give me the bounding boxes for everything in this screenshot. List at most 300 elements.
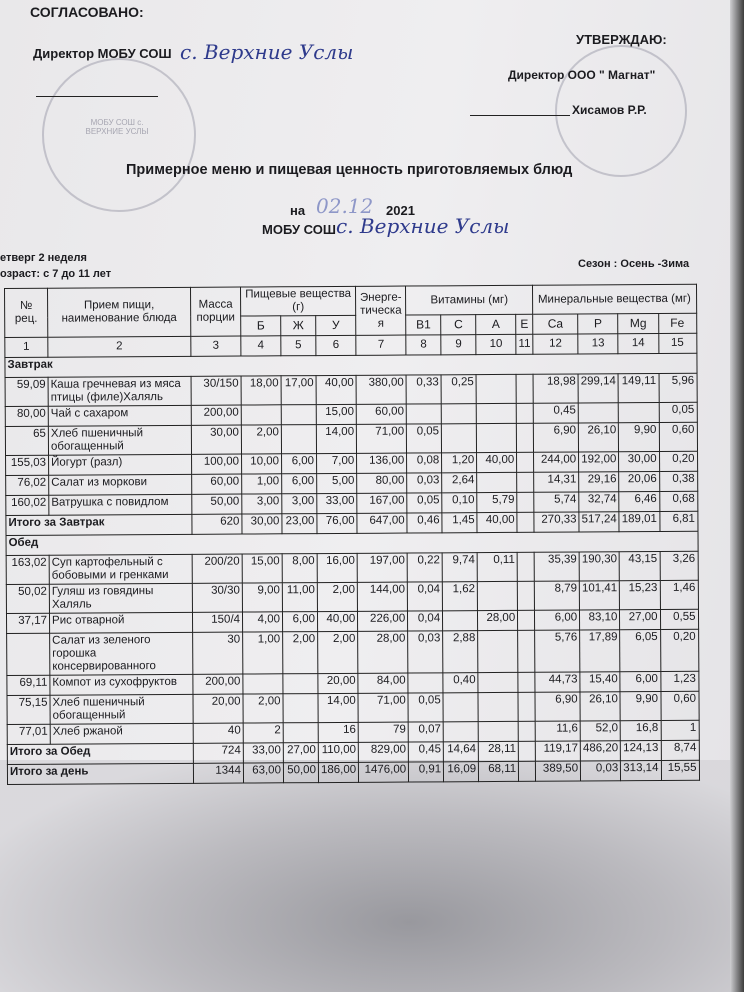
cell-value: 20,06: [619, 472, 659, 492]
cell-value: 167,00: [357, 493, 407, 513]
cell-value: 226,00: [358, 611, 408, 631]
table-row: [7, 629, 699, 675]
cell-value: 16,00: [317, 553, 357, 582]
cell-value: 2,64: [442, 473, 477, 493]
cell-value: [443, 722, 478, 742]
header-nutrients: Пищевые вещества (г): [240, 286, 355, 316]
cell-value: 190,30: [579, 552, 619, 581]
cell-value: [443, 693, 478, 722]
cell-value: 0,60: [660, 691, 698, 720]
cell-value: 52,0: [580, 721, 620, 741]
cell-value: 6,00: [282, 474, 317, 494]
cell-value: 40,00: [317, 611, 357, 631]
cell-value: 76,02: [6, 475, 49, 495]
age-label: озраст: с 7 до 11 лет: [0, 268, 112, 280]
photo-edge: [730, 0, 744, 992]
total-value: 23,00: [282, 514, 317, 534]
approved-position: Директор ООО " Магнат": [508, 68, 656, 82]
cell-value: [517, 423, 534, 452]
cell-value: 244,00: [534, 452, 579, 472]
header-sub-8: P: [578, 314, 618, 334]
column-number: 4: [241, 336, 281, 356]
dish-name: Йогурт (разл): [49, 454, 192, 475]
cell-value: 44,73: [535, 672, 580, 692]
cell-value: 32,74: [579, 492, 619, 512]
cell-value: 160,02: [6, 495, 49, 515]
cell-value: 8,79: [534, 581, 579, 610]
cell-value: 0,45: [533, 403, 578, 423]
table-row: [6, 580, 698, 613]
cell-value: 5,74: [534, 492, 579, 512]
signature-line-left: [36, 96, 158, 97]
cell-value: 35,39: [534, 552, 579, 581]
cell-value: 2,00: [283, 632, 318, 674]
school-label: МОБУ СОШ: [262, 222, 336, 237]
column-number: 2: [48, 336, 191, 357]
day-total-label: Итого за день: [7, 763, 193, 784]
dish-name: Чай с сахаром: [48, 405, 191, 426]
cell-value: 1,00: [243, 632, 283, 674]
cell-value: 17,89: [580, 630, 620, 672]
cell-value: [619, 403, 659, 423]
cell-value: [518, 692, 535, 721]
cell-value: [442, 424, 477, 453]
cell-value: 0,68: [659, 491, 697, 511]
cell-value: 26,10: [580, 692, 620, 721]
cell-value: 0,05: [408, 693, 443, 722]
cell-value: 65: [5, 426, 48, 455]
cell-value: [283, 694, 318, 723]
cell-value: 50,02: [6, 584, 49, 613]
cell-value: 16: [318, 722, 358, 742]
cell-value: [476, 403, 516, 423]
header-recipe-number: № рец.: [5, 288, 48, 337]
cell-value: [283, 723, 318, 743]
cell-value: 0,55: [660, 609, 698, 629]
cell-value: [518, 672, 535, 692]
total-value: 0,03: [581, 761, 621, 781]
agreed-position: Директор МОБУ СОШ: [33, 46, 172, 61]
cell-value: [477, 472, 517, 492]
cell-value: [518, 610, 535, 630]
cell-value: [478, 672, 518, 692]
cell-value: 0,22: [407, 553, 442, 582]
school-handwritten: с. Верхние Услы: [336, 214, 510, 238]
cell-value: 43,15: [619, 551, 659, 580]
total-value: 28,11: [478, 741, 518, 761]
cell-value: 6,00: [282, 612, 317, 632]
total-value: 30,00: [242, 514, 282, 534]
cell-value: 10,00: [242, 454, 282, 474]
header-sub-7: Ca: [533, 314, 578, 334]
column-number: 6: [316, 335, 356, 355]
header-vitamins: Витамины (мг): [406, 285, 533, 315]
lunch-total-label: Итого за Обед: [7, 743, 193, 764]
total-value: 119,17: [535, 741, 580, 761]
cell-value: 20,00: [318, 673, 358, 693]
cell-value: [281, 405, 316, 425]
cell-value: 28,00: [358, 631, 408, 673]
dish-name: Ватрушка с повидлом: [49, 494, 192, 515]
cell-value: 136,00: [357, 453, 407, 473]
cell-value: 75,15: [7, 695, 50, 724]
cell-value: 8,00: [282, 554, 317, 583]
cell-value: 5,79: [477, 492, 517, 512]
table-row: [7, 691, 699, 724]
cell-value: [478, 630, 518, 672]
section-breakfast-label: Завтрак: [5, 353, 697, 377]
approved-label: УТВЕРЖДАЮ:: [576, 32, 667, 47]
total-value: 16,09: [444, 762, 479, 782]
cell-value: [518, 630, 535, 672]
cell-value: 144,00: [357, 582, 407, 611]
cell-value: 28,00: [478, 610, 518, 630]
total-value: 68,11: [479, 761, 519, 781]
dish-name: Компот из сухофруктов: [50, 674, 193, 695]
total-value: 27,00: [283, 743, 318, 763]
cell-value: 5,00: [317, 473, 357, 493]
total-value: 0,45: [408, 742, 443, 762]
dish-name: Салат из зеленого горошка консервированного: [50, 632, 193, 675]
cell-value: 20,00: [193, 694, 243, 723]
column-number: 12: [533, 334, 578, 354]
cell-value: 0,40: [443, 673, 478, 693]
total-value: 63,00: [243, 763, 283, 783]
photo-shadow: [0, 760, 744, 992]
menu-table: [4, 284, 700, 785]
cell-value: 149,11: [618, 374, 658, 403]
cell-value: [478, 692, 518, 721]
cell-value: 3,00: [242, 494, 282, 514]
cell-value: 37,17: [6, 613, 49, 633]
cell-value: 380,00: [356, 375, 406, 404]
total-value: 389,50: [536, 761, 581, 781]
cell-value: 83,10: [580, 610, 620, 630]
cell-value: 3,00: [282, 494, 317, 514]
dish-name: Рис отварной: [49, 612, 192, 633]
cell-value: 0,05: [407, 493, 442, 513]
total-value: [517, 512, 534, 532]
total-value: 620: [192, 514, 242, 534]
cell-value: 11,6: [535, 721, 580, 741]
cell-value: 155,03: [6, 455, 49, 475]
cell-value: 14,00: [316, 424, 356, 453]
column-number: 5: [281, 336, 316, 356]
cell-value: 6,90: [535, 692, 580, 721]
dish-name: Хлеб пшеничный обогащенный: [48, 425, 191, 455]
header-sub-6: Е: [516, 314, 533, 334]
cell-value: 6,90: [533, 423, 578, 452]
cell-value: 299,14: [578, 374, 618, 403]
total-value: 0,46: [407, 513, 442, 533]
header-sub-1: Ж: [281, 316, 316, 336]
cell-value: 16,8: [620, 720, 660, 740]
total-value: 40,00: [477, 512, 517, 532]
cell-value: 150/4: [192, 612, 242, 632]
cell-value: [578, 403, 618, 423]
total-value: 647,00: [357, 513, 407, 533]
cell-value: 0,05: [659, 402, 697, 422]
cell-value: 33,00: [317, 493, 357, 513]
cell-value: [441, 404, 476, 424]
cell-value: 0,11: [477, 552, 517, 581]
dish-name: Суп картофельный с бобовыми и гренками: [49, 554, 192, 584]
cell-value: 6,05: [620, 629, 660, 671]
cell-value: 30,00: [619, 452, 659, 472]
cell-value: 0,04: [407, 582, 442, 611]
column-number: 7: [356, 335, 406, 355]
cell-value: 2,00: [241, 425, 281, 454]
header-sub-10: Fe: [658, 313, 696, 333]
cell-value: 6,00: [282, 454, 317, 474]
total-value: 14,64: [443, 742, 478, 762]
cell-value: 9,90: [619, 423, 659, 452]
cell-value: 15,23: [620, 580, 660, 609]
cell-value: 197,00: [357, 553, 407, 582]
cell-value: 26,10: [578, 423, 618, 452]
cell-value: 2,00: [243, 694, 283, 723]
cell-value: 1,20: [442, 453, 477, 473]
cell-value: 5,96: [659, 373, 697, 402]
cell-value: [477, 423, 517, 452]
cell-value: 200,00: [193, 674, 243, 694]
cell-value: [478, 721, 518, 741]
cell-value: 40: [193, 723, 243, 743]
cell-value: [516, 403, 533, 423]
agreed-handwritten: с. Верхние Услы: [180, 40, 354, 64]
cell-value: [281, 425, 316, 454]
cell-value: 0,05: [407, 424, 442, 453]
breakfast-total-label: Итого за Завтрак: [6, 514, 192, 535]
cell-value: 0,04: [408, 611, 443, 631]
day-label: етверг 2 неделя: [0, 252, 87, 264]
cell-value: 3,26: [660, 551, 698, 580]
cell-value: 200,00: [191, 405, 241, 425]
date-handwritten: 02.12: [316, 194, 374, 218]
cell-value: [476, 374, 516, 403]
cell-value: 14,00: [318, 693, 358, 722]
table-row: [5, 422, 697, 455]
cell-value: 6,00: [535, 610, 580, 630]
signature-line-right: [470, 115, 570, 116]
header-dish-name: Прием пищи, наименование блюда: [48, 287, 191, 337]
cell-value: 80,00: [357, 473, 407, 493]
cell-value: [477, 581, 517, 610]
date-prefix: на: [290, 203, 306, 218]
cell-value: 11,00: [282, 583, 317, 612]
cell-value: [517, 492, 534, 512]
total-value: 15,55: [661, 760, 699, 780]
column-number: 14: [618, 334, 658, 354]
cell-value: 0,38: [659, 471, 697, 491]
cell-value: 0,10: [442, 493, 477, 513]
total-value: 76,00: [317, 513, 357, 533]
total-value: 0,91: [409, 762, 444, 782]
cell-value: 0,25: [441, 375, 476, 404]
total-value: 186,00: [318, 762, 358, 782]
total-value: 486,20: [580, 741, 620, 761]
cell-value: 14,31: [534, 472, 579, 492]
cell-value: [7, 633, 50, 675]
column-number: 11: [516, 334, 533, 354]
header-energy: Энерге-тическа я: [356, 286, 406, 335]
cell-value: 9,00: [242, 583, 282, 612]
header-sub-9: Mg: [618, 314, 658, 334]
header-sub-2: У: [316, 315, 356, 335]
cell-value: 1,62: [442, 582, 477, 611]
cell-value: 5,76: [535, 630, 580, 672]
column-number: 3: [191, 336, 241, 356]
cell-value: 15,00: [316, 404, 356, 424]
cell-value: 2: [243, 723, 283, 743]
total-value: 124,13: [621, 740, 661, 760]
total-value: 189,01: [619, 512, 659, 532]
cell-value: 60,00: [192, 474, 242, 494]
table-row: [6, 551, 698, 584]
cell-value: 6,46: [619, 492, 659, 512]
total-value: 517,24: [579, 512, 619, 532]
cell-value: 163,02: [6, 555, 49, 584]
cell-value: 27,00: [620, 609, 660, 629]
cell-value: 17,00: [281, 376, 316, 405]
dish-name: Гуляш из говядины Халяль: [49, 583, 192, 613]
cell-value: 71,00: [357, 424, 407, 453]
cell-value: [517, 552, 534, 581]
cell-value: 80,00: [5, 406, 48, 426]
column-number: 8: [406, 335, 441, 355]
total-value: 1476,00: [359, 762, 409, 782]
cell-value: 29,16: [579, 472, 619, 492]
cell-value: 0,60: [659, 422, 697, 451]
cell-value: 18,00: [241, 376, 281, 405]
dish-name: Каша гречневая из мяса птицы (филе)Халяль: [48, 376, 191, 406]
cell-value: 0,20: [659, 451, 697, 471]
dish-name: Хлеб ржаной: [50, 723, 193, 744]
day-total: [7, 760, 699, 784]
total-value: 6,81: [659, 511, 697, 531]
column-number: 10: [476, 334, 516, 354]
column-number: 13: [578, 334, 618, 354]
total-value: 270,33: [534, 512, 579, 532]
approved-name: Хисамов Р.Р.: [572, 103, 647, 117]
cell-value: 200/20: [192, 554, 242, 583]
cell-value: 30,00: [191, 425, 241, 454]
cell-value: 30: [193, 632, 243, 674]
column-number: 1: [5, 337, 48, 357]
cell-value: 18,98: [533, 374, 578, 403]
total-value: 33,00: [243, 743, 283, 763]
cell-value: 15,40: [580, 672, 620, 692]
cell-value: 15,00: [242, 554, 282, 583]
cell-value: 84,00: [358, 673, 408, 693]
cell-value: 1,00: [242, 474, 282, 494]
cell-value: 60,00: [356, 404, 406, 424]
cell-value: [241, 405, 281, 425]
total-value: 8,74: [661, 740, 699, 760]
year: 2021: [386, 203, 415, 218]
cell-value: 7,00: [317, 453, 357, 473]
cell-value: [243, 674, 283, 694]
column-number: 9: [441, 335, 476, 355]
cell-value: [517, 452, 534, 472]
cell-value: [406, 404, 441, 424]
total-value: [518, 741, 535, 761]
total-value: 1,45: [442, 513, 477, 533]
cell-value: 192,00: [579, 452, 619, 472]
cell-value: 1,46: [660, 580, 698, 609]
cell-value: 50,00: [192, 494, 242, 514]
cell-value: 71,00: [358, 693, 408, 722]
document-title: Примерное меню и пищевая ценность приготовляемых блюд: [126, 162, 573, 178]
header-minerals: Минеральные вещества (мг): [533, 284, 697, 314]
total-value: 110,00: [318, 742, 358, 762]
cell-value: 40,00: [477, 452, 517, 472]
section-lunch-label: Обед: [6, 531, 698, 555]
total-value: 724: [193, 743, 243, 763]
cell-value: 2,00: [318, 631, 358, 673]
stamp-left-text: МОБУ СОШ с. ВЕРХНИЕ УСЛЫ: [85, 118, 149, 136]
cell-value: [516, 374, 533, 403]
dish-name: Салат из моркови: [49, 474, 192, 495]
cell-value: 9,74: [442, 553, 477, 582]
header-row: [5, 284, 697, 317]
cell-value: [517, 581, 534, 610]
total-value: 50,00: [283, 763, 318, 783]
cell-value: 0,03: [407, 473, 442, 493]
cell-value: [443, 611, 478, 631]
cell-value: 0,03: [408, 631, 443, 673]
season-label: Сезон : Осень -Зима: [578, 258, 690, 270]
dish-name: Хлеб пшеничный обогащенный: [50, 694, 193, 724]
cell-value: 79: [358, 722, 408, 742]
header-sub-0: Б: [241, 316, 281, 336]
cell-value: 1,23: [660, 671, 698, 691]
cell-value: 59,09: [5, 377, 48, 406]
header-portion-mass: Масса порции: [190, 287, 240, 336]
agreed-label: СОГЛАСОВАНО:: [30, 4, 144, 20]
total-value: 313,14: [621, 760, 661, 780]
cell-value: 77,01: [7, 724, 50, 744]
total-value: 829,00: [358, 742, 408, 762]
table-row: [5, 373, 697, 406]
cell-value: [283, 674, 318, 694]
total-value: 1344: [193, 763, 243, 783]
cell-value: 0,20: [660, 629, 698, 671]
cell-value: 0,07: [408, 722, 443, 742]
cell-value: 30/30: [192, 583, 242, 612]
cell-value: 30/150: [191, 376, 241, 405]
cell-value: 100,00: [192, 454, 242, 474]
header-sub-3: В1: [406, 315, 441, 335]
cell-value: 69,11: [7, 675, 50, 695]
total-value: [519, 761, 536, 781]
cell-value: 9,90: [620, 691, 660, 720]
cell-value: [517, 472, 534, 492]
header-sub-5: А: [476, 314, 516, 334]
column-number: 15: [658, 333, 696, 353]
header-sub-4: С: [441, 315, 476, 335]
cell-value: 0,33: [406, 375, 441, 404]
cell-value: 2,88: [443, 631, 478, 673]
cell-value: [518, 721, 535, 741]
cell-value: 40,00: [316, 375, 356, 404]
cell-value: 2,00: [317, 582, 357, 611]
cell-value: 1: [661, 720, 699, 740]
cell-value: 101,41: [579, 581, 619, 610]
cell-value: 6,00: [620, 671, 660, 691]
cell-value: [408, 673, 443, 693]
cell-value: 4,00: [242, 612, 282, 632]
